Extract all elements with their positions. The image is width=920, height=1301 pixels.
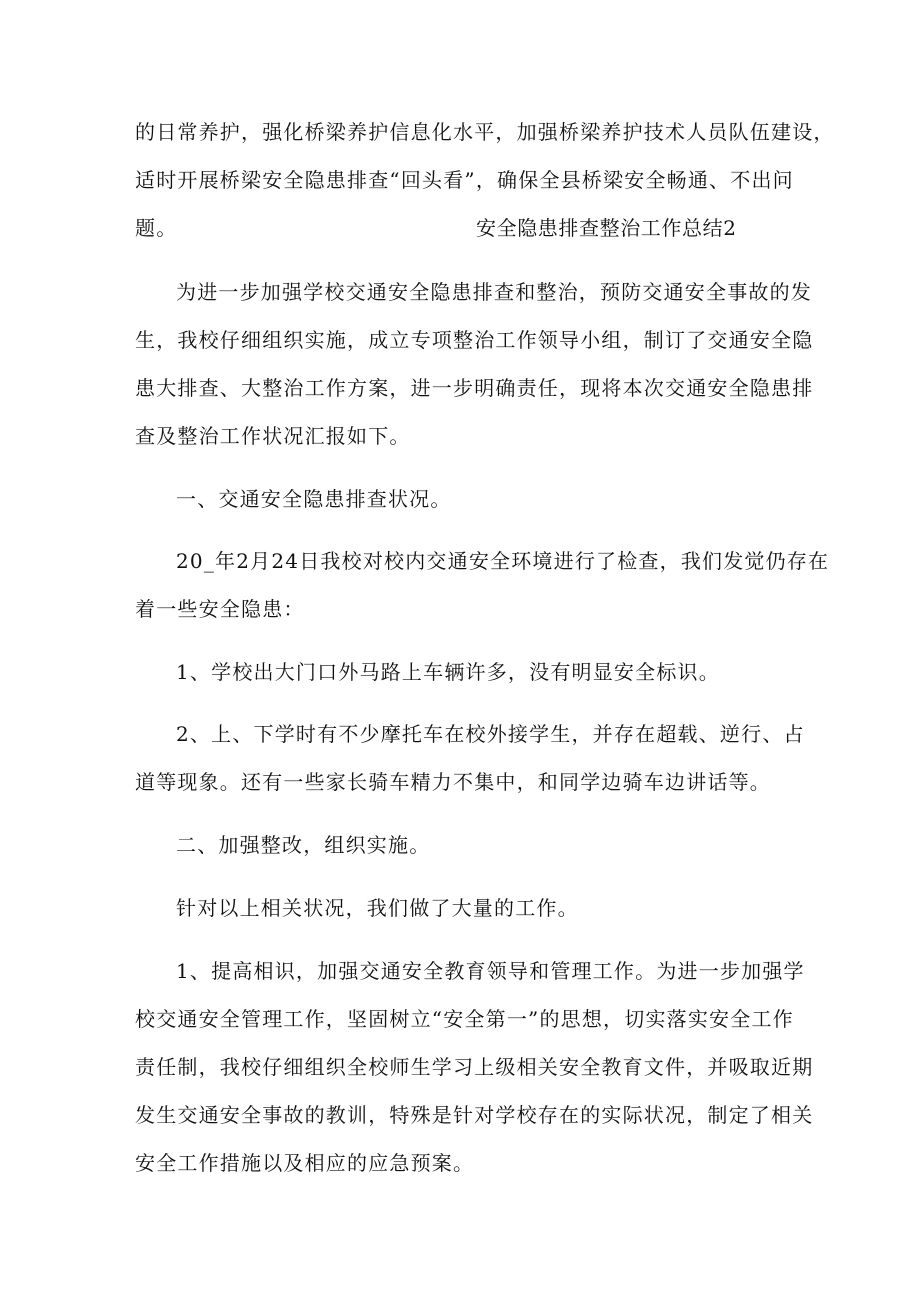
- text-line: 适时开展桥梁安全隐患排查“回头看”，确保全县桥梁安全畅通、不出问: [135, 168, 794, 192]
- text-line: 2、上、下学时有不少摩托车在校外接学生，并存在超载、逆行、占: [176, 722, 805, 746]
- text-line: 针对以上相关状况，我们做了大量的工作。: [176, 896, 579, 920]
- text-line: 安全工作措施以及相应的应急预案。: [135, 1151, 475, 1175]
- text-line: 患大排查、大整治工作方案，进一步明确责任，现将本次交通安全隐患排: [135, 376, 814, 400]
- text-line: 20_年2月24日我校对校内交通安全环境进行了检查，我们发觉仍存在: [176, 549, 830, 573]
- text-line: 责任制，我校仔细组织全校师生学习上级相关安全教育文件，并吸取近期: [135, 1055, 814, 1079]
- text-line: 二、加强整改，组织实施。: [176, 833, 431, 857]
- text-line: 着一些安全隐患：: [135, 597, 305, 621]
- text-line: 一、交通安全隐患排查状况。: [176, 487, 452, 511]
- text-line: 生，我校仔细组织实施，成立专项整治工作领导小组，制订了交通安全隐: [135, 328, 814, 352]
- text-line: 道等现象。还有一些家长骑车精力不集中，和同学边骑车边讲话等。: [135, 770, 771, 794]
- text-line: 1、提高相识，加强交通安全教育领导和管理工作。为进一步加强学: [176, 959, 805, 983]
- text-line: 查及整治工作状况汇报如下。: [135, 424, 411, 448]
- section-title: 安全隐患排查整治工作总结2: [476, 216, 737, 240]
- text-line: 发生交通安全事故的教训，特殊是针对学校存在的实际状况，制定了相关: [135, 1103, 814, 1127]
- text-line: 的日常养护，强化桥梁养护信息化水平，加强桥梁养护技术人员队伍建设，: [135, 120, 835, 144]
- text-line: 为进一步加强学校交通安全隐患排查和整治，预防交通安全事故的发: [176, 280, 812, 304]
- text-line: 1、学校出大门口外马路上车辆许多，没有明显安全标识。: [176, 660, 720, 684]
- text-line: 校交通安全管理工作，坚固树立“安全第一”的思想，切实落实安全工作: [135, 1007, 794, 1031]
- text-line: 题。: [135, 216, 178, 240]
